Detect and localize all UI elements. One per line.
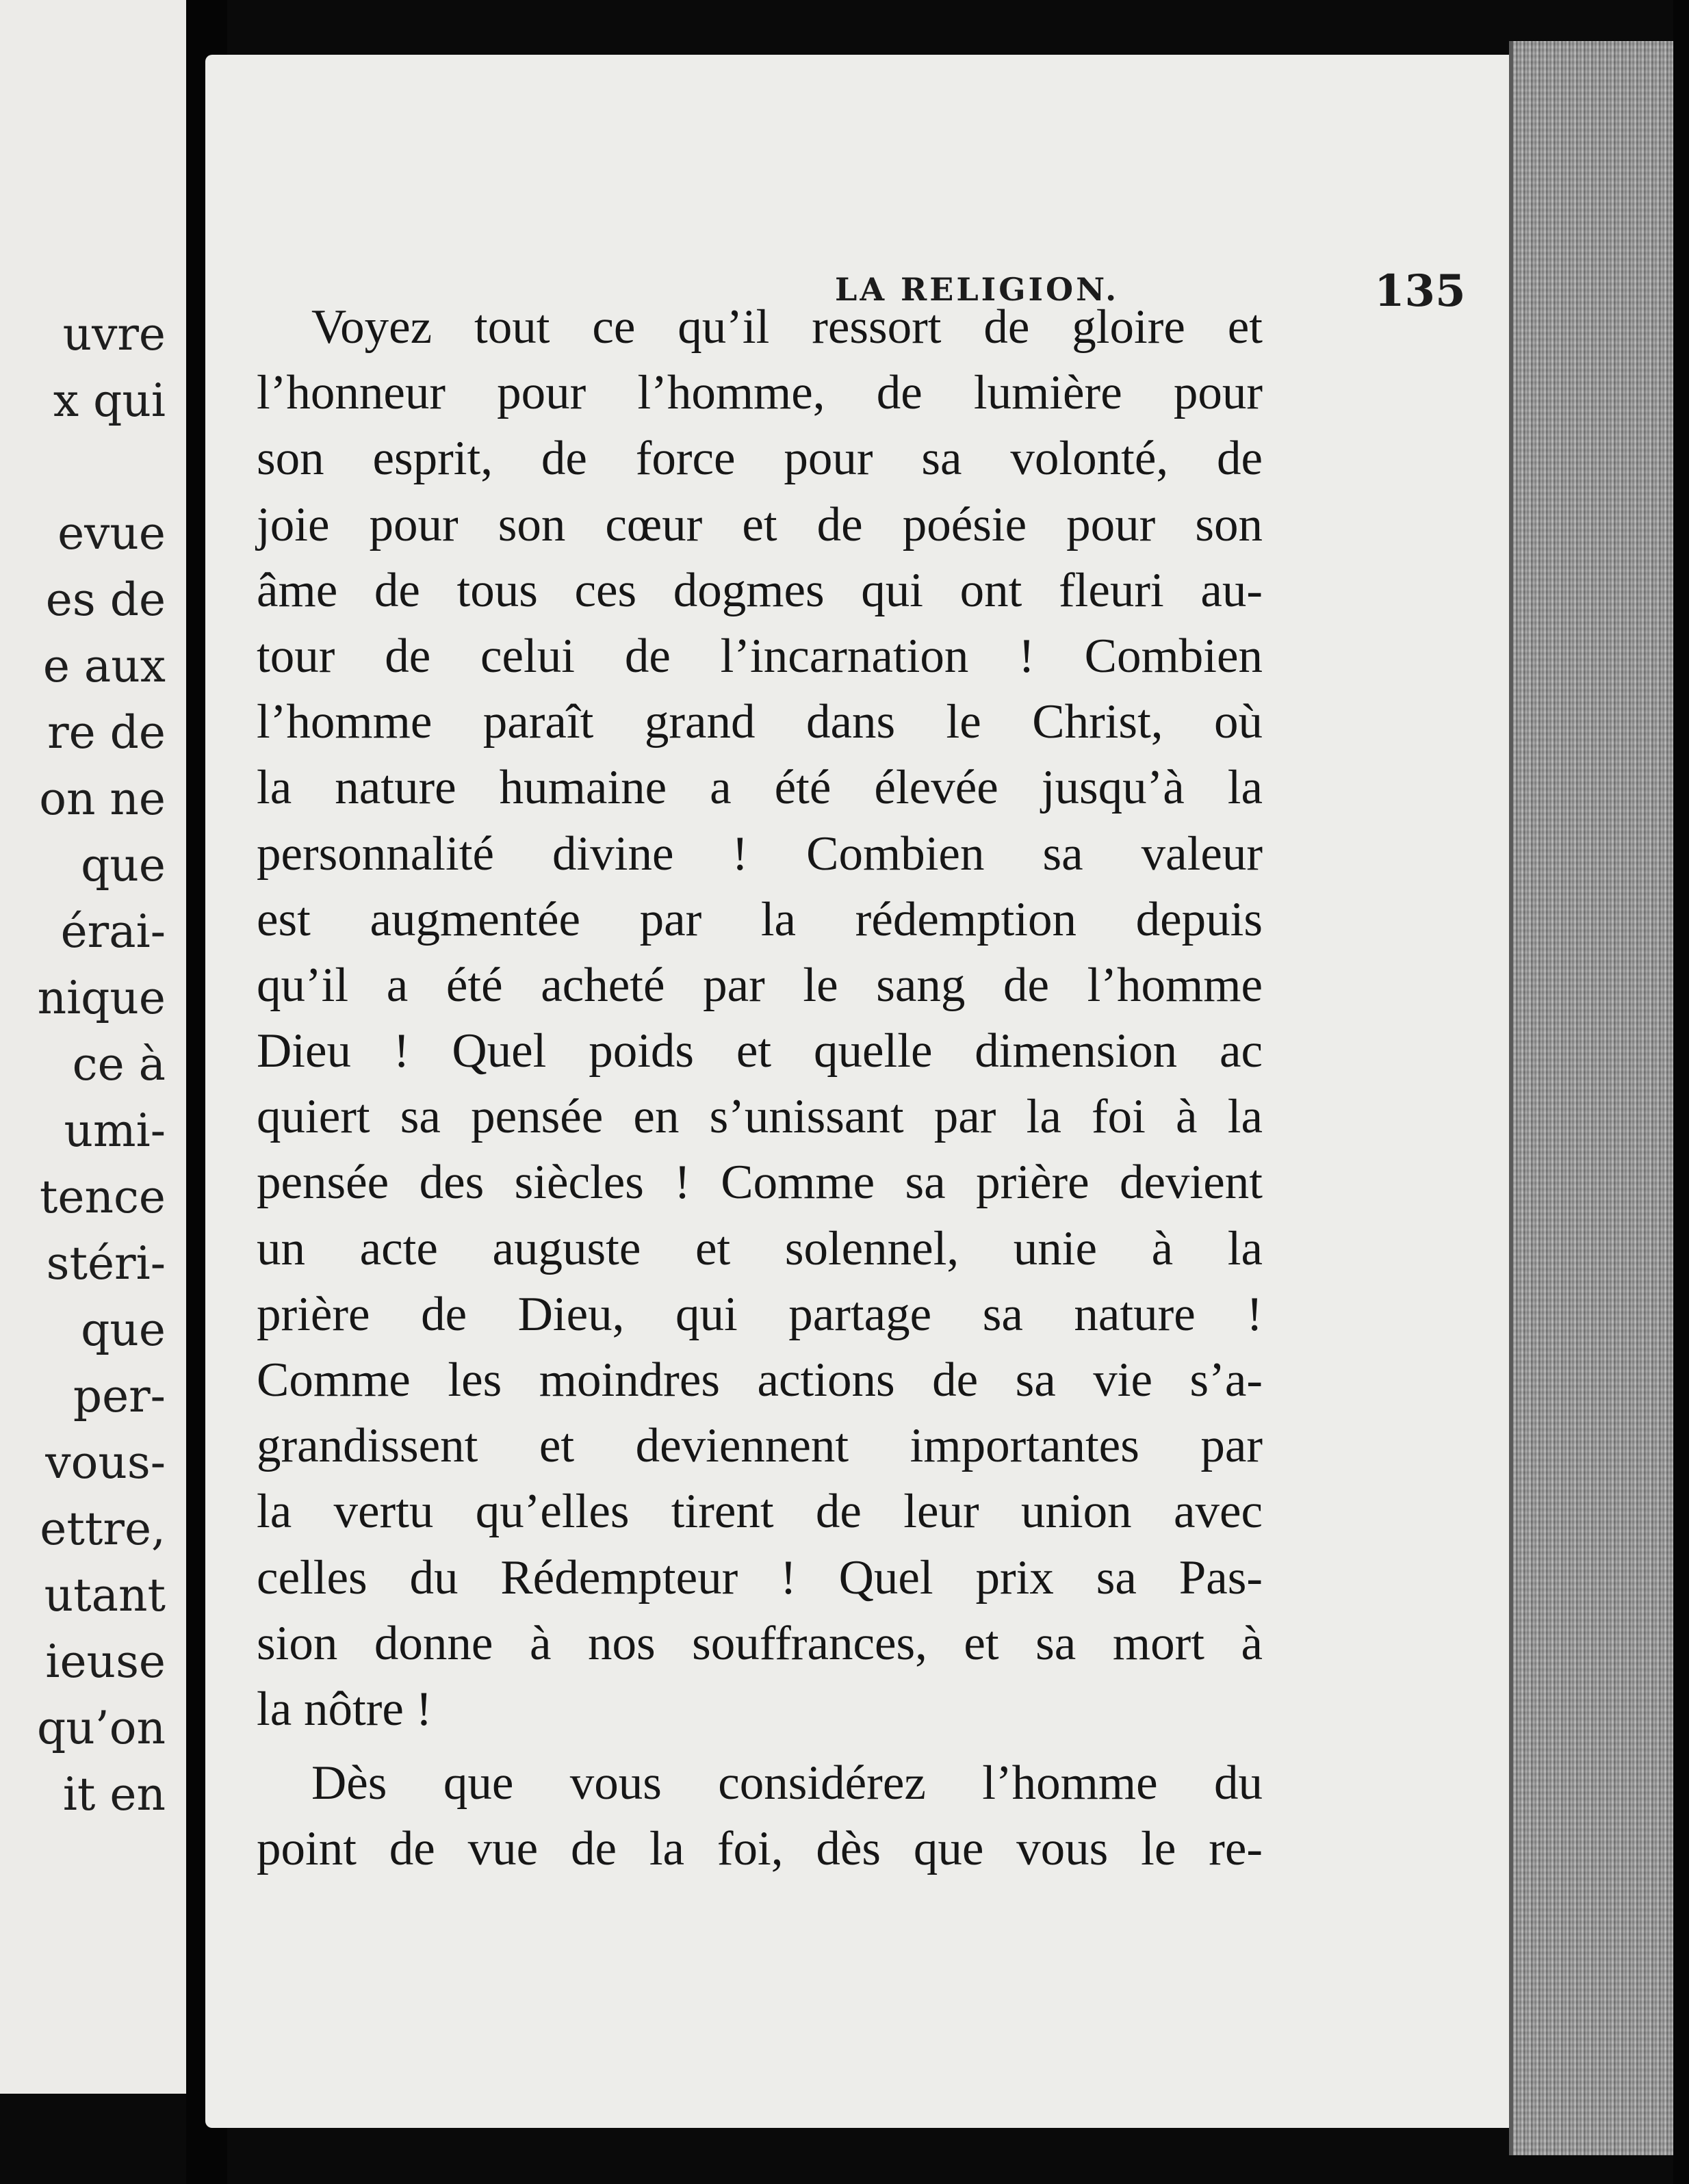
text-line: grandissent et deviennent importantes par [257,1419,1263,1473]
left-line: ce à [72,1038,166,1091]
left-line: que [81,839,166,892]
left-line: es de [45,573,166,626]
left-line: stéri- [46,1237,166,1290]
text-line: Comme les moindres actions de sa vie s’a- [257,1353,1263,1407]
text-line: qu’il a été acheté par le sang de l’homme [257,958,1263,1012]
page-edges [1509,41,1677,2155]
text-line: la vertu qu’elles tirent de leur union avec [257,1485,1263,1539]
text-line: point de vue de la foi, dès que vous le re- [257,1822,1263,1876]
left-line: vous- [45,1436,166,1489]
running-head: LA RELIGION. [835,271,1120,308]
left-line: per- [73,1370,166,1422]
left-line: ettre, [40,1503,166,1555]
text-line: âme de tous ces dogmes qui ont fleuri au- [257,563,1263,617]
left-line: nique [37,972,166,1024]
left-line: érai- [60,905,166,958]
left-line: evue [57,507,166,560]
left-facing-page [0,0,186,2094]
edge-shadow [1673,0,1689,2184]
left-line: on ne [39,772,166,825]
text-line: est augmentée par la rédemption depuis [257,892,1263,946]
left-line: uvre [62,308,166,361]
text-line: l’honneur pour l’homme, de lumière pour [257,366,1263,420]
text-line: sion donne à nos souffrances, et sa mort à [257,1616,1263,1670]
left-line: tence [39,1171,166,1223]
left-line: it en [62,1768,166,1821]
body-text [257,294,1263,1882]
text-line: joie pour son cœur et de poésie pour son [257,497,1263,551]
text-line: tour de celui de l’incarnation ! Combien [257,629,1263,683]
text-line: la nôtre ! [257,1682,433,1736]
left-line: x qui [53,374,166,427]
text-line: l’homme paraît grand dans le Christ, où [257,695,1263,749]
text-line: Voyez tout ce qu’il ressort de gloire et [311,300,1263,354]
left-line: que [81,1303,166,1356]
text-line: prière de Dieu, qui partage sa nature ! [257,1287,1263,1341]
page-number: 135 [1374,265,1466,317]
text-line: Dieu ! Quel poids et quelle dimension ac [257,1024,1263,1078]
left-line: utant [44,1569,166,1622]
left-line [37,434,166,500]
text-line: pensée des siècles ! Comme sa prière devient [257,1156,1263,1210]
left-line: e aux [42,640,166,692]
left-line: ieuse [45,1635,166,1688]
text-line: son esprit, de force pour sa volonté, de [257,432,1263,486]
text-line: personnalité divine ! Combien sa valeur [257,827,1263,881]
left-line: umi- [64,1104,166,1157]
text-line: la nature humaine a été élevée jusqu’à la [257,761,1263,815]
text-line: Dès que vous considérez l’homme du [311,1756,1263,1810]
text-line: quiert sa pensée en s’unissant par la foi à la [257,1090,1263,1144]
text-line: celles du Rédempteur ! Quel prix sa Pas- [257,1550,1263,1604]
left-line: re de [47,706,166,759]
left-page-text [37,301,166,1828]
text-line: un acte auguste et solennel, unie à la [257,1221,1263,1275]
left-line: qu’on [37,1702,166,1754]
